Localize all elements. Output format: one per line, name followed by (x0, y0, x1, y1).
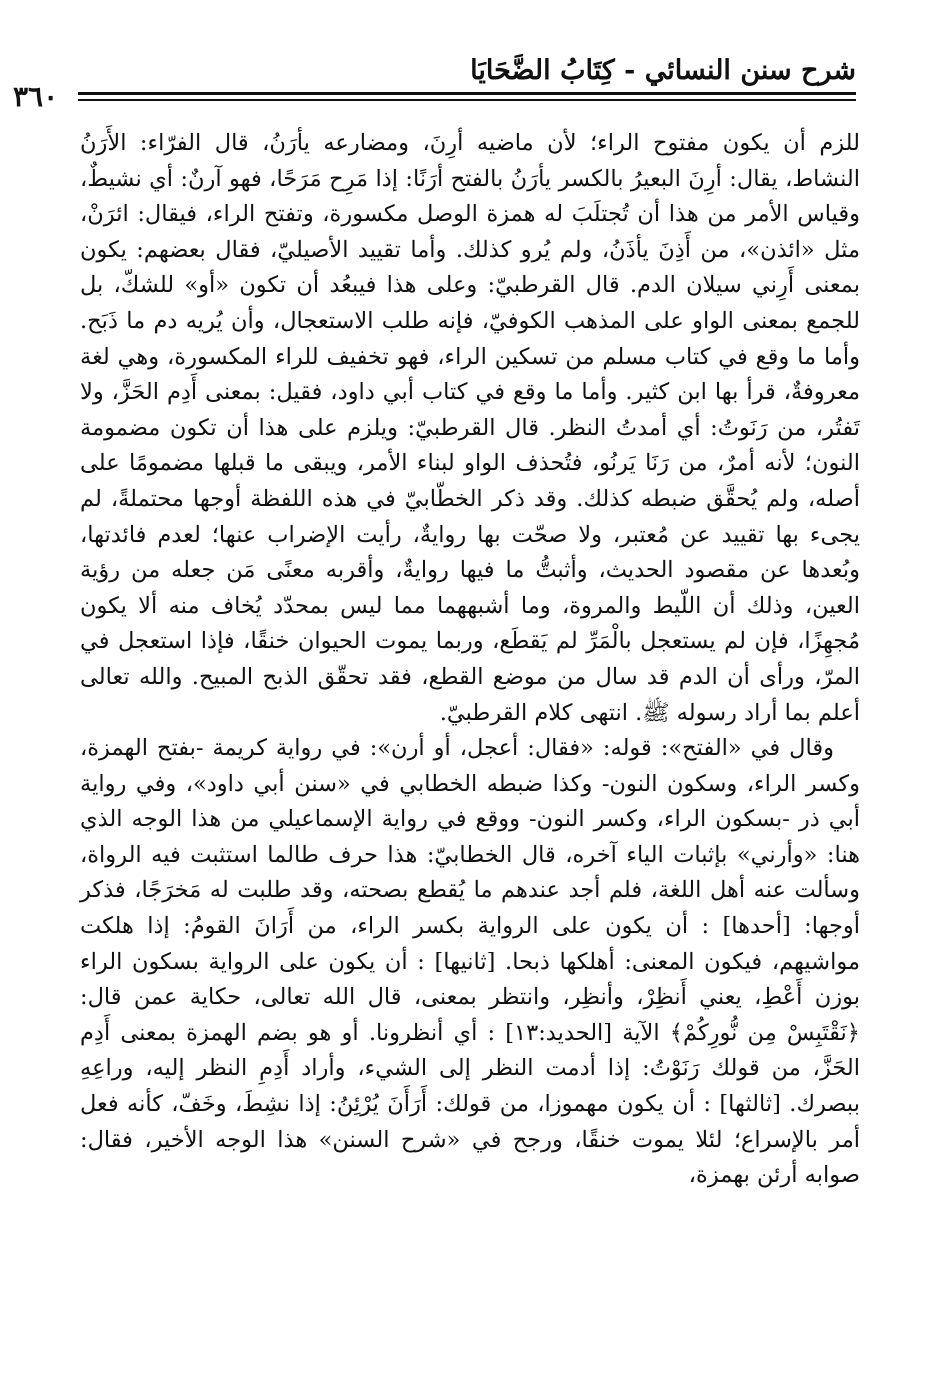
running-title: شرح سنن النسائي - كِتَابُ الضَّحَايَا (470, 55, 856, 86)
page-header (13, 52, 856, 113)
body-text (80, 126, 860, 1194)
paragraph-2: وقال في «الفتح»: قوله: «فقال: أعجل، أو أرن»: في رواية كريمة -بفتح الهمزة، وكسر الراء، وسكون النون- وكذا ضبطه الخطابي في «سنن أبي داود»، وفي رواية أبي ذر -بسكون الراء، وكسر النون- ووقع في رواية الإسماعيلي من هذا الوجه الذي هنا: «وأرني» بإثبات الياء آخره، قال الخطابيّ: هذا حرف طالما استثبت فيه الرواة، وسألت عنه أهل اللغة، فلم أجد عندهم ما يُقطع بصحته، وقد طلبت له مَخرَجًا، فذكر أوجها: [أحدها] : أن يكون على الرواية بكسر الراء، من أَرَانَ القومُ: إذا هلكت مواشيهم، فيكون المعنى: أهلكها ذبحا. [ثانيها] : أن يكون على الرواية بسكون الراء بوزن أَعْطِ، يعني أَنظِرْ، وأنظِر، وانتظر بمعنى، قال الله تعالى، حكاية عمن قال: ﴿نَقْتَبِسْ مِن نُّورِكُمْ﴾ الآية [الحديد:١٣] : أي أنظرونا. أو هو بضم الهمزة بمعنى أَدِم الحَزَّ، من قولك رَنَوْتُ: إذا أدمت النظر إلى الشيء، وأراد أَدِمِ النظر إليه، وراعِهِ ببصرك. [ثالثها] : أن يكون مهموزا، من قولك: أَرَأَنَ يُرْئِنُ: إذا نشِطَ، وخَفّ، كأنه فعل أمر بالإسراع؛ لئلا يموت خنقًا، ورجح في «شرح السنن» هذا الوجه الأخير، فقال: صوابه أرئن بهمزة، (80, 735, 860, 1189)
paragraph-1: للزم أن يكون مفتوح الراء؛ لأن ماضيه أرِنَ، ومضارعه يأرَنُ، قال الفرّاء: الأَرَنُ النشاط، يقال: أرِنَ البعيرُ بالكسر يأرَنُ بالفتح أرَنًا: إذا مَرِح مَرَحًا، فهو آرنٌ: أي نشيطٌ، وقياس الأمر من هذا أن تُجتلَبَ له همزة الوصل مكسورة، وتفتح الراء، فيقال: ائرَنْ، مثل «ائذن»، من أَذِنَ يأذَنُ، ولم يُرو كذلك. وأما تقييد الأصيليّ، فقال بعضهم: يكون بمعنى أَرِني سيلان الدم. قال القرطبيّ: وعلى هذا فيبعُد أن تكون «أو» للشكّ، بل للجمع بمعنى الواو على المذهب الكوفيّ، فإنه طلب الاستعجال، وأن يُريه دم ما ذَبَح. وأما ما وقع في كتاب مسلم من تسكين الراء، فهو تخفيف للراء المكسورة، وهي لغة معروفةٌ، قرأ بها ابن كثير. وأما ما وقع في كتاب أبي داود، فقيل: بمعنى أَدِم الحَزَّ، ولا تَفتُر، من رَنَوتُ: أي أمدتُ النظر. قال القرطبيّ: ويلزم على هذا أن تكون مضمومة النون؛ لأنه أمرٌ، من رَنَا يَرنُو، فتُحذف الواو لبناء الأمر، ويبقى ما قبلها مضمومًا على أصله، ولم يُحقَّق ضبطه كذلك. وقد ذكر الخطّابيّ في هذه اللفظة أوجها محتملةً، لم يجىء بها تقييد عن مُعتبر، ولا صحّت بها روايةٌ، رأيت الإضراب عنها؛ لعدم فائدتها، وبُعدها عن مقصود الحديث، وأثبتُّ ما فيها روايةٌ، وأقربه معنًى مَن جعله من رؤية العين، وذلك أن اللّيط والمروة، وما أشبههما مما ليس بمحدّد يُخاف منه ألا يكون مُجهِزًا، فإن لم يستعجل بالْمَرِّ لم يَقطَع، وربما يموت الحيوان خنقًا، فإذا استعجل في المرّ، ورأى أن الدم قد سال من موضع القطع، فقد تحقّق الذبح المبيح. والله تعالى أعلم بما أراد رسوله ﷺ. انتهى كلام القرطبيّ. (80, 130, 860, 726)
header-rule-thick (78, 92, 856, 95)
page-number: ٣٦٠ (13, 80, 59, 113)
header-rule-thin (78, 99, 856, 101)
